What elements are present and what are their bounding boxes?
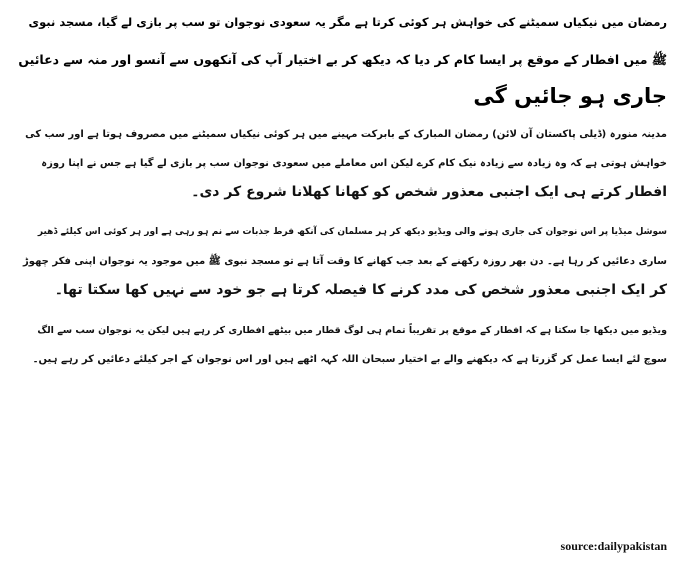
article-paragraph-1 <box>16 120 667 207</box>
headline-line: جاری ہو جائیں گی <box>473 84 667 108</box>
source-credit: source:dailypakistan <box>560 539 667 553</box>
article-paragraph-3 <box>16 316 667 374</box>
article-paragraph-2 <box>16 218 667 305</box>
article-headline <box>16 4 667 115</box>
paragraph-line: افطار کرتے ہی ایک اجنبی معذور شخص کو کھانا کھلانا شروع کر دی۔ <box>191 184 667 200</box>
headline-line: رمضان میں نیکیاں سمیٹنے کی خواہش ہر کوئی کرتا ہے مگر یہ سعودی نوجوان تو سب پر بازی لے گیا، مسجد نبوی <box>28 15 667 29</box>
paragraph-line: خواہش ہوتی ہے کہ وہ زیادہ سے زیادہ نیک کام کرے لیکن اس معاملے میں سعودی نوجوان سب پر بازی لے گیا ہے جس نے اپنا روزہ <box>41 158 667 169</box>
paragraph-line: کر ایک اجنبی معذور شخص کی مدد کرنے کا فیصلہ کرتا ہے جو خود سے نہیں کھا سکتا تھا۔ <box>54 282 667 298</box>
paragraph-line: سوشل میڈیا پر اس نوجوان کی جاری ہونے والی ویڈیو دیکھ کر ہر مسلمان کی آنکھ فرط جذبات سے نم ہو رہی ہے اور ہر کوئی اس کیلئے ڈھیر <box>37 227 667 237</box>
article <box>16 0 667 374</box>
paragraph-line: ساری دعائیں کر رہا ہے۔ دن بھر روزہ رکھنے کے بعد جب کھانے کا وقت آتا ہے تو مسجد نبوی ﷺ میں موجود یہ نوجوان اپنی فکر چھوڑ <box>23 256 667 267</box>
paragraph-line: سوچ لئے ایسا عمل کر گزرتا ہے کہ دیکھنے والے بے اختیار سبحان اللہ کہہ اٹھے ہیں اور اس نوجوان کے اجر کیلئے دعائیں کر رہے ہیں۔ <box>32 354 667 365</box>
paragraph-line: ویڈیو میں دیکھا جا سکتا ہے کہ افطار کے موقع پر تقریباً تمام ہی لوگ قطار میں بیٹھے افطاری کر رہے ہیں لیکن یہ نوجوان سب سے الگ <box>37 325 667 336</box>
headline-line: ﷺ میں افطار کے موقع پر ایسا کام کر دیا کہ دیکھ کر بے اختیار آپ کی آنکھوں سے آنسو اور منہ سے دعائیں <box>18 52 667 67</box>
paragraph-line: مدینہ منورہ (ڈیلی پاکستان آن لائن) رمضان المبارک کے بابرکت مہینے میں ہر کوئی نیکیاں سمیٹنے میں مصروف ہوتا ہے اور سب کی <box>25 129 667 140</box>
